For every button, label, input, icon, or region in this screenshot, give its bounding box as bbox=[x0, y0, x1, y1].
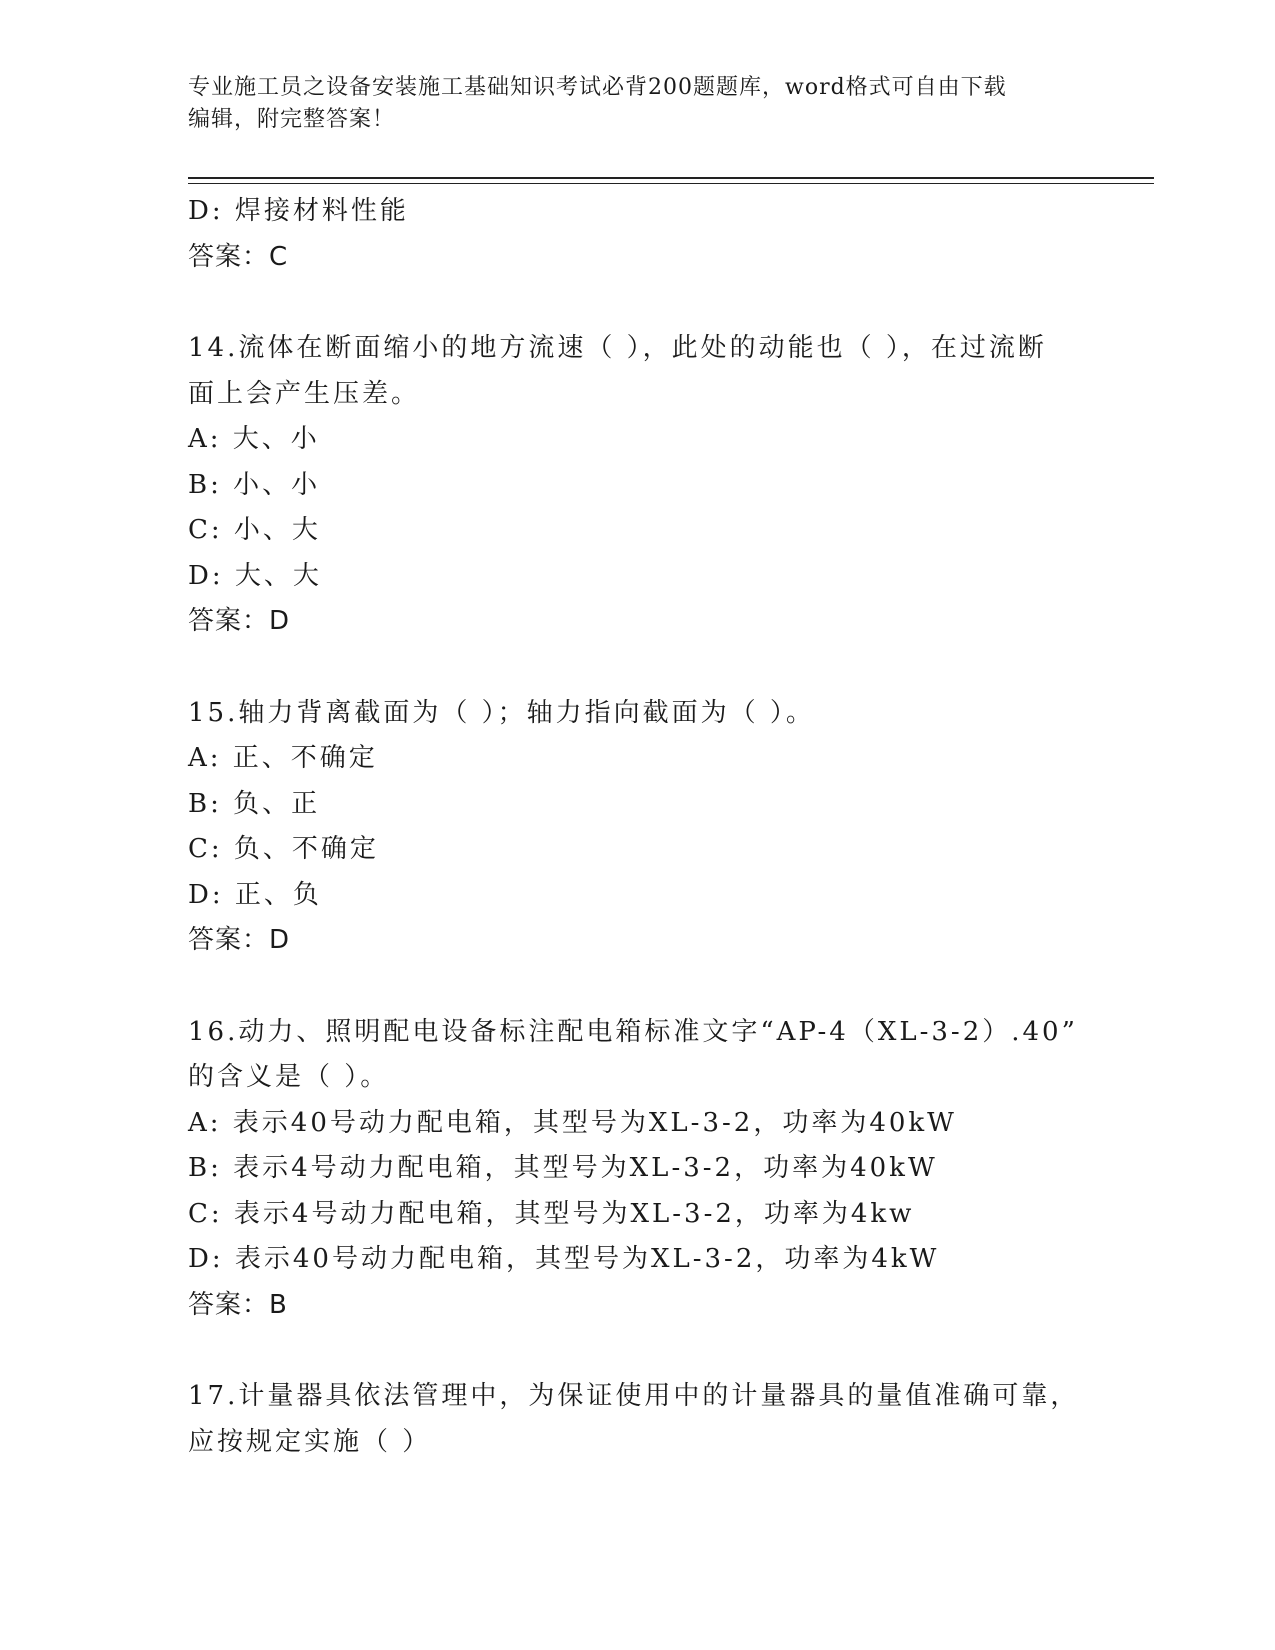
header-divider-thin bbox=[188, 183, 1154, 184]
spacer bbox=[188, 645, 1154, 691]
document-header bbox=[188, 72, 1088, 136]
question-stem: 17.计量器具依法管理中，为保证使用中的计量器具的量值准确可靠， bbox=[188, 1381, 1080, 1411]
spacer bbox=[188, 1328, 1154, 1374]
option-a: A: 正、不确定 bbox=[188, 743, 378, 773]
option-a: A: 大、小 bbox=[188, 424, 320, 454]
question-14 bbox=[188, 326, 1154, 645]
option-c: C: 负、不确定 bbox=[188, 834, 379, 864]
option-b: B: 表示4号动力配电箱，其型号为XL-3-2，功率为40kW bbox=[188, 1153, 938, 1183]
question-list bbox=[188, 189, 1154, 1465]
option-d: D: 焊接材料性能 bbox=[188, 196, 409, 226]
question-17 bbox=[188, 1374, 1154, 1465]
question-stem-continued: 应按规定实施（ ） bbox=[188, 1426, 432, 1457]
answer-line: 答案：B bbox=[188, 1289, 288, 1320]
spacer bbox=[188, 280, 1154, 326]
question-15 bbox=[188, 691, 1154, 964]
option-b: B: 负、正 bbox=[188, 788, 321, 819]
question-stem-continued: 面上会产生压差。 bbox=[188, 378, 421, 409]
question-stem: 14.流体在断面缩小的地方流速（ ），此处的动能也（ ），在过流断 bbox=[188, 333, 1047, 363]
option-c: C: 表示4号动力配电箱，其型号为XL-3-2，功率为4kw bbox=[188, 1198, 915, 1229]
question-16 bbox=[188, 1010, 1154, 1329]
option-d: D: 正、负 bbox=[188, 879, 322, 910]
question-stem: 16.动力、照明配电设备标注配电箱标准文字“AP-4（XL-3-2）.40” bbox=[188, 1016, 1078, 1047]
header-line-2: 编辑，附完整答案！ bbox=[188, 107, 396, 132]
option-c: C: 小、大 bbox=[188, 515, 321, 545]
spacer bbox=[188, 964, 1154, 1010]
option-a: A: 表示40号动力配电箱，其型号为XL-3-2，功率为40kW bbox=[188, 1107, 957, 1138]
header-divider-thick bbox=[188, 177, 1154, 179]
previous-question-tail bbox=[188, 189, 1154, 280]
option-b: B: 小、小 bbox=[188, 469, 321, 500]
answer-line: 答案：D bbox=[188, 606, 291, 636]
option-d: D: 大、大 bbox=[188, 560, 322, 591]
header-line-1: 专业施工员之设备安装施工基础知识考试必背200题题库，word格式可自由下载 bbox=[188, 75, 1007, 100]
answer-line: 答案：C bbox=[188, 241, 289, 272]
question-stem-continued: 的含义是（ ）。 bbox=[188, 1062, 390, 1092]
question-stem: 15.轴力背离截面为（ ）；轴力指向截面为（ ）。 bbox=[188, 697, 815, 728]
option-d: D: 表示40号动力配电箱，其型号为XL-3-2，功率为4kW bbox=[188, 1244, 940, 1274]
answer-line: 答案：D bbox=[188, 925, 291, 955]
